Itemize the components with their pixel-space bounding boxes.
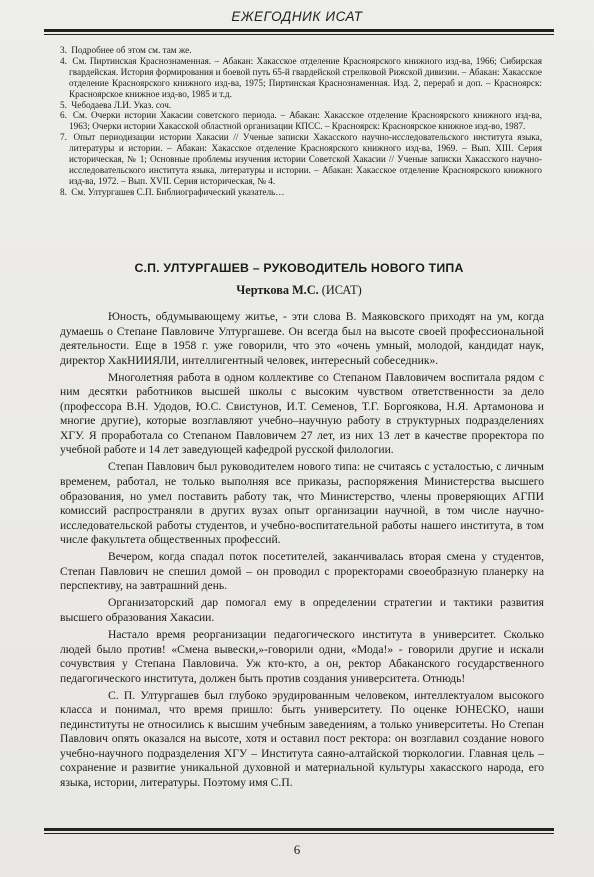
header-rule-thick <box>44 29 554 32</box>
footer-rule-thick <box>44 828 554 831</box>
article-author <box>44 283 554 298</box>
footer-rule-thin <box>44 833 554 834</box>
footnote: 7. Опыт периодизации истории Хакасии // Ученые записки Хакасского научно-исследовательского института языка, литературы и истории. – Абакан: Хакасское отделение Красноярского книжного изд-ва, 1969. – Вып. XIII. Серия историческая, № 1; Основные проблемы изучения истории Советской Хакасии // Ученые записки Хакасского научно-исследовательского института языка, литературы и истории. – Абакан: Хакасское отделение Красноярского книжного изд-ва, 1972. – Вып. XVII. Серия историческая, № 4. <box>60 132 543 186</box>
body-paragraph: Степан Павлович был руководителем нового типа: не считаясь с усталостью, с личным временем, работал, не только выполняя все приказы, распоряжения Министерства высшего образования, но умел поставить работу так, что Министерство, члены проверяющих АГПИ комиссий распространяли в других вузах опыт организации научной, в том числе научно-исследовательской работы студентов, и учебно-воспитательной работы нашего института, в том числе факультета общественных профессий. <box>60 460 544 547</box>
header-rule-thin <box>44 34 554 35</box>
footnote: 4. См. Пиртинская Краснознаменная. – Абакан: Хакасское отделение Красноярского книжного изд-ва, 1966; Сибирская гвардейская. История формирования и боевой путь 65-й гвардейской стрелковой Рижской дивизии. – Абакан: Хакасское отделение Красноярского книжного изд-ва, 1975; Пиртинская Краснознаменная. Изд. 2, перераб и доп. – Красноярск: Красноярское книжное изд-во, 1985 и т.д. <box>60 55 542 99</box>
author-affiliation: (ИСАТ) <box>321 283 362 297</box>
body-paragraph: Вечером, когда спадал поток посетителей, заканчивалась вторая смена у студентов, Степан Павлович не спешил домой – он проводил с проректорами своеобразную планерку на перспективу, на завтрашний день. <box>60 550 544 593</box>
article-body <box>60 310 544 793</box>
article-title: С.П. УЛТУРГАШЕВ – РУКОВОДИТЕЛЬ НОВОГО ТИПА <box>134 261 464 275</box>
body-paragraph: Юность, обдумывающему житье, - эти слова В. Маяковского приходят на ум, когда думаешь о Степане Павловиче Ултургашеве. Он всегда был на высоте своей профессиональной деятельности. Еще в 1958 г. уже говорили, что это «очень умный, молодой, кандидат наук, директор ХакНИИЯЛИ, интеллигентный человек, интересный собеседник». <box>60 310 544 367</box>
author-name: Черткова М.С. <box>236 283 319 297</box>
body-paragraph: Организаторский дар помогал ему в определении стратегии и тактики развития высшего образования Хакасии. <box>60 596 544 624</box>
body-paragraph: С. П. Ултургашев был глубоко эрудированным человеком, интеллектуалом высокого класса и понимал, что время пришло: быть университету. По оценке ЮНЕСКО, наши пединституты не относились к высшим учебным заведениям, а только университеты. Но Степан Павлович опять оказался на высоте, хотя и оставил пост ректора: он возглавил создание нового учебно-научного подразделения ХГУ – Института саяно-алтайской тюркологии. Главная цель – сохранение и развитие уникальной духовной и материальной культуры хакасского народа, его языка, истории, литературы. Поэтому имя С.П. <box>60 688 544 789</box>
running-head: ЕЖЕГОДНИК ИСАТ <box>231 9 363 24</box>
footnote: 5. Чебодаева Л.И. Указ. соч. <box>60 99 172 110</box>
body-paragraph: Многолетняя работа в одном коллективе со Степаном Павловичем воспитала рядом с ним десятки работников высшей школы с высоким чувством ответственности за дело (профессора В.Н. Удодов, Ю.С. Свистунов, И.Т. Семенов, Т.Г. Боргоякова, Н.Я. Артамонова и многие другие), которые возглавляют учебно–научную работу в структурных подразделениях ХГУ. Я проработала со Степаном Павловичем 27 лет, из них 13 лет в качестве проректора по учебной работе и 14 лет заведующей кафедрой русской филологии. <box>60 370 544 457</box>
footnote: 8. См. Ултургашев С.П. Библиографический указатель… <box>60 186 285 197</box>
footnotes-list <box>60 45 542 198</box>
footnote: 3. Подробнее об этом см. там же. <box>60 45 192 55</box>
page-number: 6 <box>293 842 301 857</box>
body-paragraph: Настало время реорганизации педагогического института в университет. Сколько людей было против! «Смена вывески,»-говорили одни, «Мода!» - говорили другие и искали сочувствия у Степана Павловича. Уж кто-кто, а он, ректор Абаканского государственного педагогического института, должен быть против создания университета. Отнюдь! <box>60 627 544 685</box>
footnote: 6. См. Очерки истории Хакасии советского периода. – Абакан: Хакасское отделение Красноярского книжного изд-ва, 1963; Очерки истории Хакасской областной организации КПСС. – Красноярск: Красноярское книжное изд-во, 1987. <box>60 110 542 132</box>
